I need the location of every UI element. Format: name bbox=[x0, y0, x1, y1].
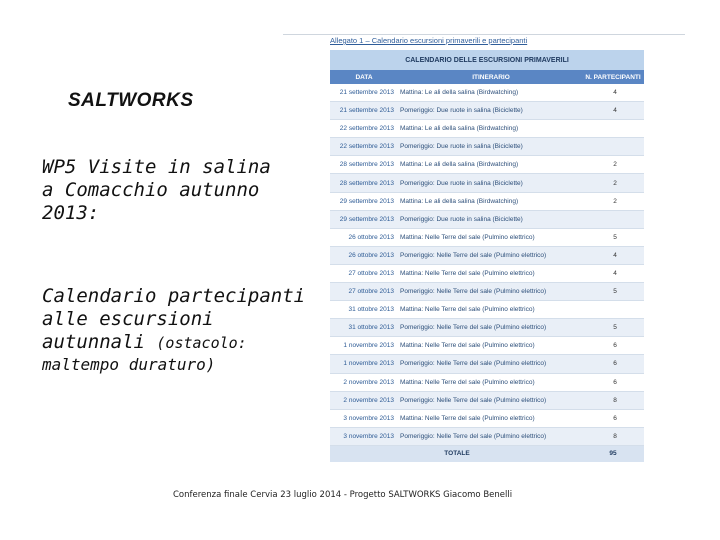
cell-participants: 4 bbox=[613, 269, 617, 277]
cell-itinerary: Pomeriggio: Due ruote in salina (Biciclette) bbox=[400, 107, 523, 115]
cell-date: 22 settembre 2013 bbox=[339, 125, 394, 133]
table-row bbox=[330, 301, 644, 319]
cell-itinerary: Pomeriggio: Due ruote in salina (Biciclette) bbox=[400, 179, 523, 187]
cell-participants: 2 bbox=[613, 161, 617, 169]
cell-date: 31 ottobre 2013 bbox=[348, 324, 394, 332]
table-row bbox=[330, 374, 644, 392]
table-row bbox=[330, 283, 644, 301]
total-value: 95 bbox=[609, 450, 617, 458]
cell-date: 27 ottobre 2013 bbox=[348, 269, 394, 277]
table-row bbox=[330, 138, 644, 156]
cell-date: 26 ottobre 2013 bbox=[348, 251, 394, 259]
table-row bbox=[330, 193, 644, 211]
slide-subtitle: WP5 Visite in salina a Comacchio autunno 2013: bbox=[42, 156, 271, 224]
table-row bbox=[330, 392, 644, 410]
cell-itinerary: Mattina: Nelle Terre del sale (Pulmino elettrico) bbox=[400, 414, 535, 422]
description-main: Calendario partecipanti alle escursioni autunnali bbox=[42, 285, 306, 353]
cell-itinerary: Mattina: Le ali della salina (Birdwatching) bbox=[400, 197, 519, 205]
cell-date: 26 ottobre 2013 bbox=[348, 233, 394, 241]
cell-itinerary: Mattina: Le ali della salina (Birdwatching) bbox=[400, 125, 519, 133]
cell-participants: 6 bbox=[613, 414, 617, 422]
cell-participants: 4 bbox=[613, 107, 617, 115]
cell-date: 3 novembre 2013 bbox=[343, 432, 394, 440]
cell-date: 3 novembre 2013 bbox=[343, 414, 394, 422]
table-row bbox=[330, 229, 644, 247]
table-row bbox=[330, 319, 644, 337]
table-total-row bbox=[330, 446, 644, 462]
cell-itinerary: Mattina: Le ali della salina (Birdwatching) bbox=[400, 89, 519, 97]
cell-itinerary: Pomeriggio: Nelle Terre del sale (Pulmino elettrico) bbox=[400, 360, 547, 368]
table-row bbox=[330, 174, 644, 192]
cell-itinerary: Pomeriggio: Nelle Terre del sale (Pulmino elettrico) bbox=[400, 432, 547, 440]
description-paren-close: maltempo duraturo) bbox=[42, 355, 216, 374]
table-row bbox=[330, 265, 644, 283]
column-header-participants: N. PARTECIPANTI bbox=[585, 73, 641, 81]
cell-participants: 4 bbox=[613, 89, 617, 97]
description-paren-open: (ostacolo: bbox=[156, 334, 247, 352]
cell-date: 1 novembre 2013 bbox=[343, 360, 394, 368]
cell-participants: 6 bbox=[613, 342, 617, 350]
table-row bbox=[330, 102, 644, 120]
cell-itinerary: Pomeriggio: Due ruote in salina (Biciclette) bbox=[400, 215, 523, 223]
cell-participants: 2 bbox=[613, 197, 617, 205]
table-row bbox=[330, 156, 644, 174]
cell-date: 2 novembre 2013 bbox=[343, 396, 394, 404]
cell-itinerary: Pomeriggio: Nelle Terre del sale (Pulmino elettrico) bbox=[400, 288, 547, 296]
table-header-row bbox=[330, 70, 644, 84]
cell-itinerary: Mattina: Nelle Terre del sale (Pulmino elettrico) bbox=[400, 342, 535, 350]
cell-participants: 6 bbox=[613, 378, 617, 386]
cell-participants: 8 bbox=[613, 396, 617, 404]
table-title: CALENDARIO DELLE ESCURSIONI PRIMAVERILI bbox=[330, 50, 644, 70]
cell-itinerary: Mattina: Nelle Terre del sale (Pulmino elettrico) bbox=[400, 306, 535, 314]
cell-participants: 5 bbox=[613, 324, 617, 332]
cell-date: 1 novembre 2013 bbox=[343, 342, 394, 350]
cell-date: 29 settembre 2013 bbox=[339, 197, 394, 205]
cell-itinerary: Mattina: Nelle Terre del sale (Pulmino elettrico) bbox=[400, 269, 535, 277]
cell-itinerary: Pomeriggio: Nelle Terre del sale (Pulmino elettrico) bbox=[400, 396, 547, 404]
slide-title: SALTWORKS bbox=[68, 90, 194, 111]
cell-participants: 5 bbox=[613, 233, 617, 241]
cell-itinerary: Pomeriggio: Nelle Terre del sale (Pulmino elettrico) bbox=[400, 251, 547, 259]
cell-participants: 4 bbox=[613, 251, 617, 259]
cell-date: 29 settembre 2013 bbox=[339, 215, 394, 223]
table-row bbox=[330, 337, 644, 355]
cell-itinerary: Pomeriggio: Due ruote in salina (Biciclette) bbox=[400, 143, 523, 151]
total-label: TOTALE bbox=[444, 450, 470, 458]
column-header-itinerary: ITINERARIO bbox=[472, 73, 510, 81]
cell-itinerary: Mattina: Nelle Terre del sale (Pulmino elettrico) bbox=[400, 233, 535, 241]
table-row bbox=[330, 247, 644, 265]
table-row bbox=[330, 410, 644, 428]
cell-date: 27 ottobre 2013 bbox=[348, 288, 394, 296]
cell-date: 28 settembre 2013 bbox=[339, 179, 394, 187]
table-row bbox=[330, 84, 644, 102]
cell-itinerary: Mattina: Nelle Terre del sale (Pulmino elettrico) bbox=[400, 378, 535, 386]
cell-participants: 5 bbox=[613, 288, 617, 296]
attachment-title: Allegato 1 – Calendario escursioni primaverili e partecipanti bbox=[330, 36, 528, 45]
slide-description bbox=[42, 285, 312, 375]
cell-date: 2 novembre 2013 bbox=[343, 378, 394, 386]
cell-participants: 8 bbox=[613, 432, 617, 440]
cell-itinerary: Pomeriggio: Nelle Terre del sale (Pulmino elettrico) bbox=[400, 324, 547, 332]
table-row bbox=[330, 355, 644, 373]
table-row bbox=[330, 428, 644, 446]
table-body bbox=[330, 84, 644, 446]
cell-itinerary: Mattina: Le ali della salina (Birdwatching) bbox=[400, 161, 519, 169]
cell-date: 21 settembre 2013 bbox=[339, 107, 394, 115]
table-row bbox=[330, 120, 644, 138]
cell-date: 21 settembre 2013 bbox=[339, 89, 394, 97]
cell-date: 28 settembre 2013 bbox=[339, 161, 394, 169]
calendar-document bbox=[330, 50, 644, 457]
cell-participants: 6 bbox=[613, 360, 617, 368]
cell-participants: 2 bbox=[613, 179, 617, 187]
slide-footer: Conferenza finale Cervia 23 luglio 2014 - Progetto SALTWORKS Giacomo Benelli bbox=[173, 490, 513, 500]
cell-date: 31 ottobre 2013 bbox=[348, 306, 394, 314]
column-header-date: DATA bbox=[355, 73, 373, 81]
cell-date: 22 settembre 2013 bbox=[339, 143, 394, 151]
table-row bbox=[330, 211, 644, 229]
document-top-divider bbox=[283, 34, 685, 35]
